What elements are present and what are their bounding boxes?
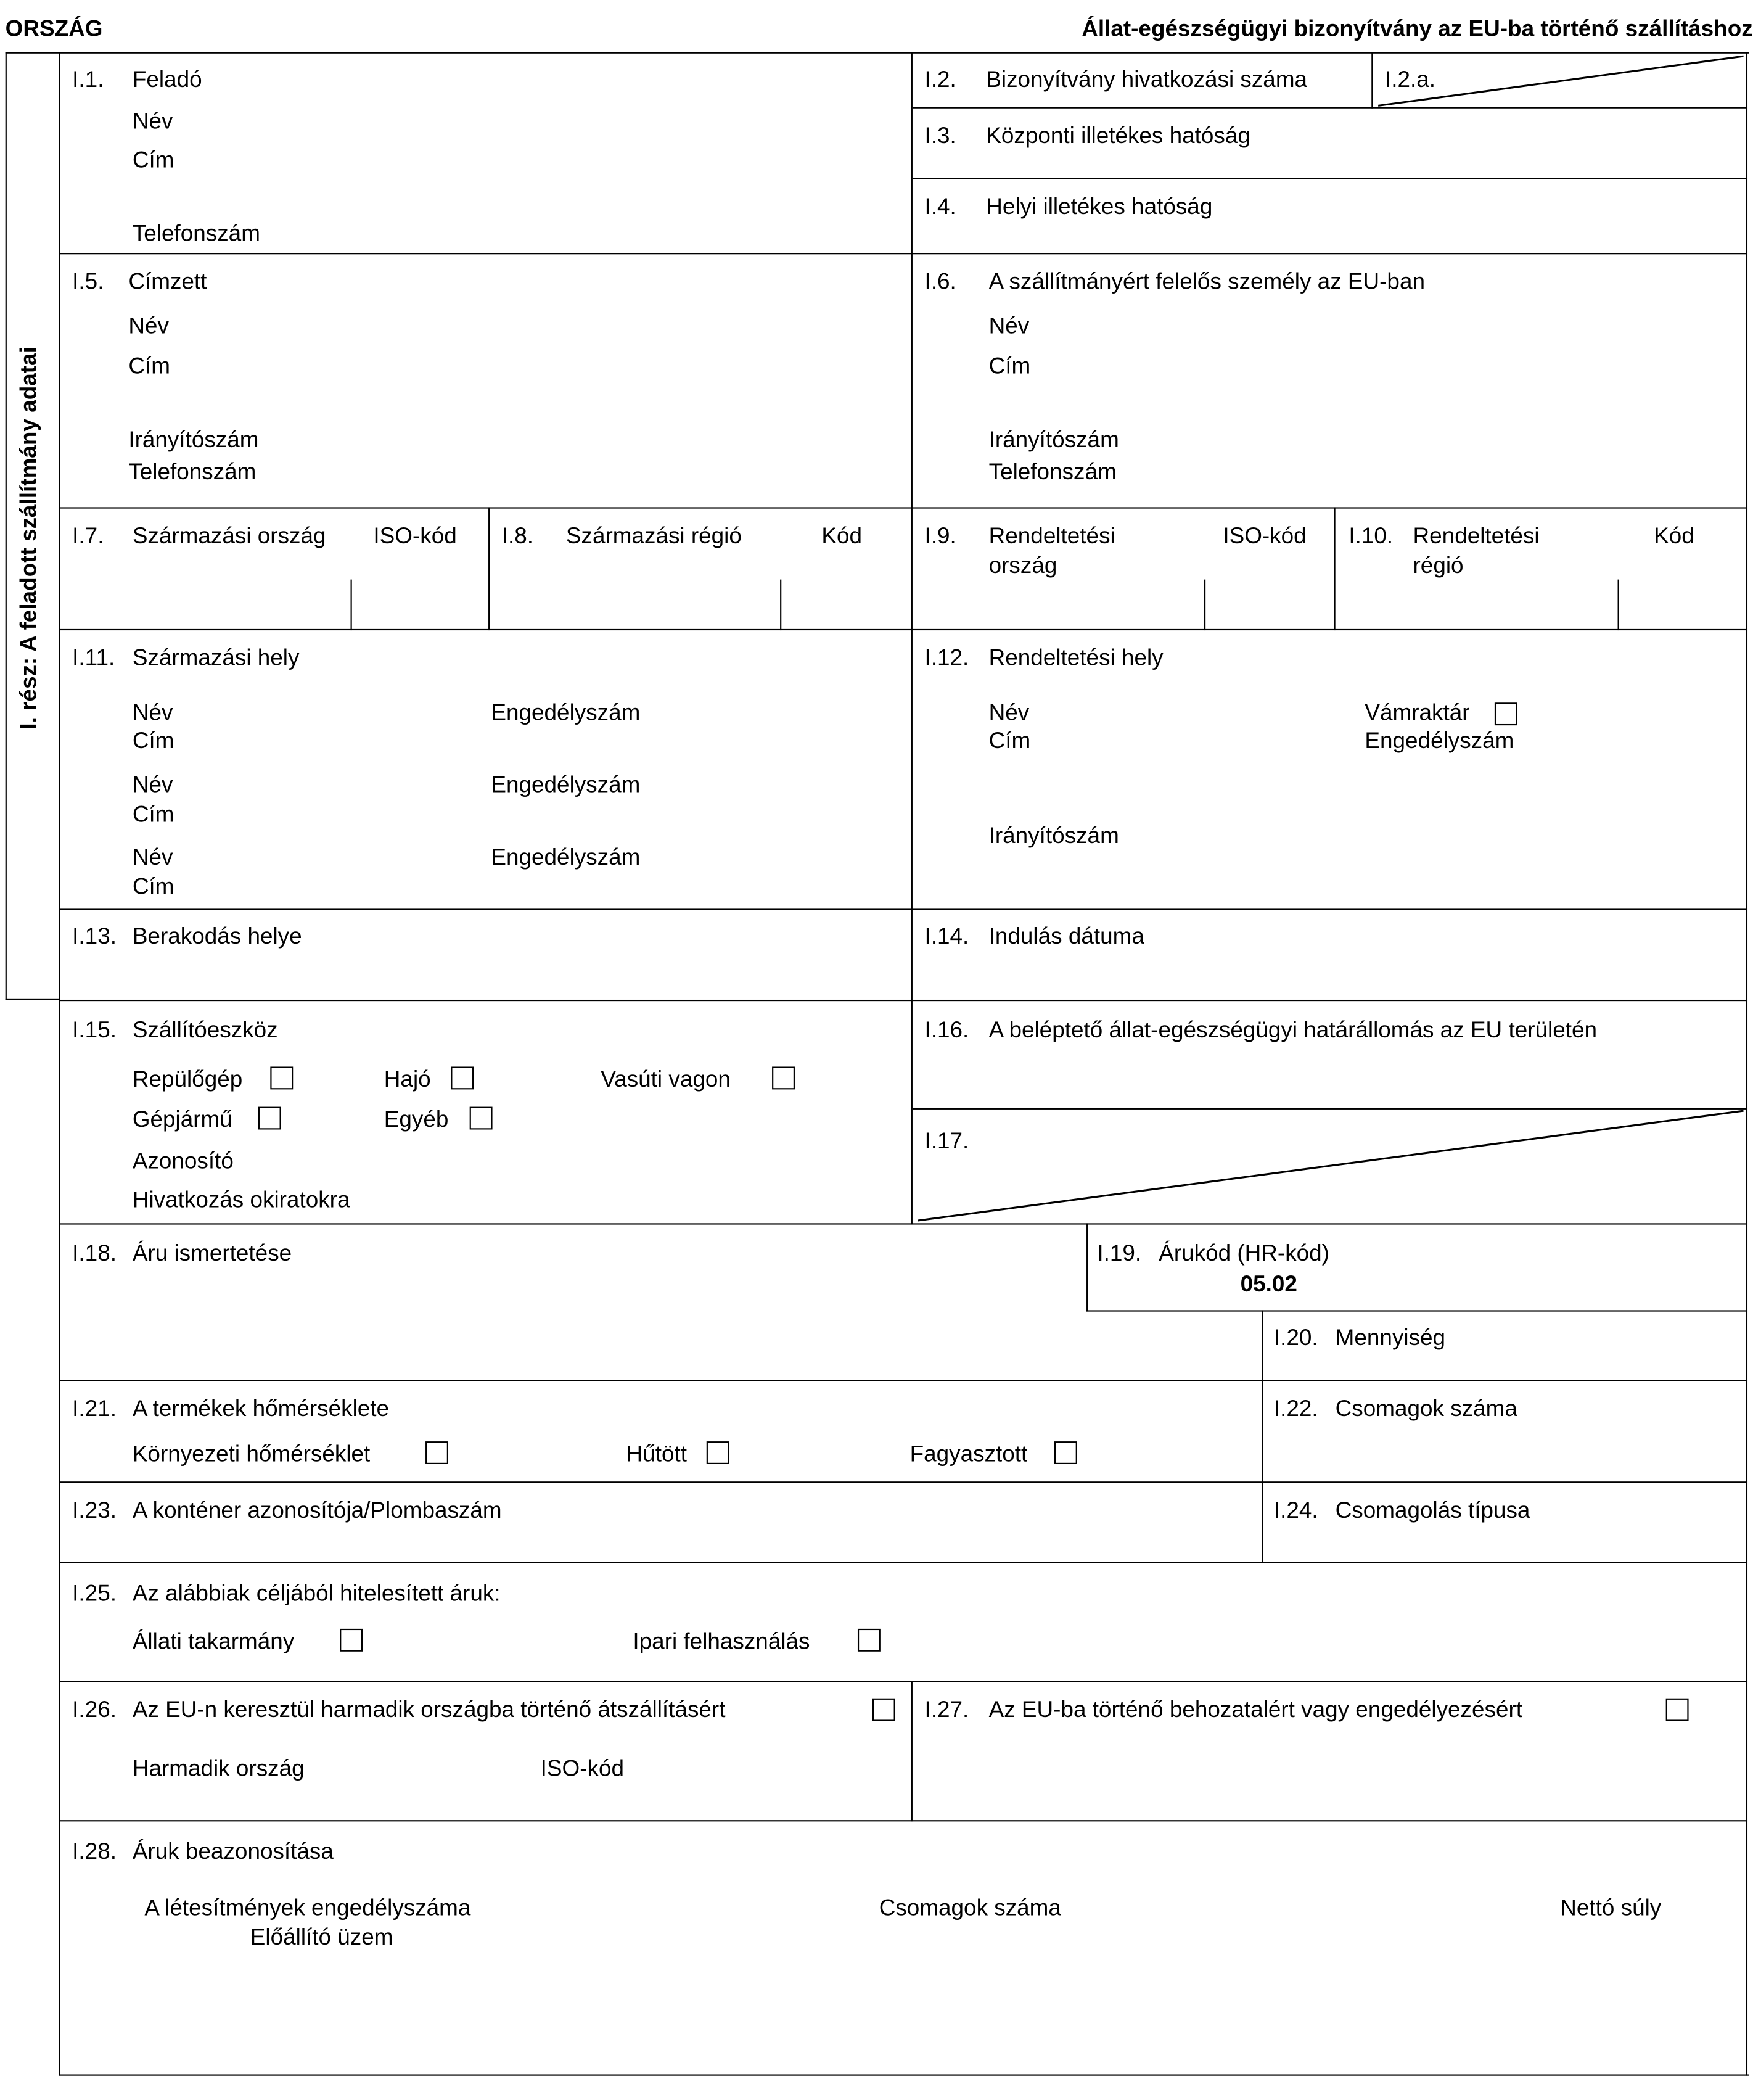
industrial-use-checkbox[interactable] [858, 1629, 881, 1652]
box-i12-number: I.12. [924, 644, 969, 671]
box-i28-label: Áruk beazonosítása [132, 1839, 334, 1864]
certificate-form: ORSZÁG Állat-egészségügyi bizonyítvány az EU-ba történő szállításhoz I. rész: A feladott szállítmány adatai I.1. Feladó Név Cím Telefonszám I.2. Bizonyítvány hivatkozási száma I.2.a. I.3. Központi illetékes hatóság I.4. Helyi illetékes hatóság I.5. Címzett Név Cím Irányítószám Telefonszám I.6. A szállítmányért felelős személy az EU-ban Név Cím Irányítószám Telefonszám I.7. Származási ország ISO-kód I.8. Származási régió Kód I.9. Rendeltetési ország ISO-kód I.10. Rendeltetési régió Kód I.11. Származási hely Név Engedélyszám Cím Név Engedélyszám Cím Név Engedélyszám Cím I.12. Rendeltetési hely Név Vámraktár Cím Engedélyszám Irányítószám I.13. Berakodás helye I.14. Indulás dátuma I.15. Szállítóeszköz Repülőgép Hajó Vasúti vagon Gépjármű Egyéb Azonosító Hivatkozás okiratokra I.16. A beléptető állat-egészségügyi határállomás az EU területén I.17. I.18. Áru ismertetése I.19. Árukód (HR-kód) 05.02 I.20. Mennyiség I.21. A termékek hőmérséklete Környezeti hőmérséklet Hűtött Fagyasztott I.22. Csomagok száma I.23. A konténer azonosítója/Plombaszám I.24. Csomagolás típusa I.25. Az alábbiak céljából hitelesített áruk: Állati takarmány Ipari felhasználás I.26. Az EU-n keresztül harmadik országba történő átszállításért Harmadik ország ISO-kód I.27. Az EU-ba történő behozatalért vagy engedélyezésért I.28. Áruk beazonosítása A létesítmények engedélyszáma Előállító üzem Csomagok száma Nettó súly [0, 0, 1753, 2097]
i10-code-label: Kód [1654, 523, 1694, 549]
box-i2a-number: I.2.a. [1384, 67, 1436, 93]
chilled-checkbox[interactable] [707, 1441, 729, 1464]
box-i24-number: I.24. [1273, 1497, 1318, 1523]
ship-checkbox[interactable] [451, 1066, 474, 1089]
country-heading: ORSZÁG [5, 16, 103, 42]
box-i10-number: I.10. [1349, 523, 1394, 549]
certificate-title: Állat-egészségügyi bizonyítvány az EU-ba történő szállításhoz [1082, 16, 1753, 42]
i11-approval-label-1: Engedélyszám [491, 699, 641, 726]
box-i8-label: Származási régió [565, 523, 742, 549]
i1-address-label: Cím [132, 147, 174, 173]
box-i5-label: Címzett [128, 269, 207, 295]
documentary-references-label: Hivatkozás okiratokra [132, 1187, 350, 1213]
box-i4-label: Helyi illetékes hatóság [986, 194, 1213, 220]
i11-address-label-1: Cím [132, 728, 174, 754]
other-transport-label: Egyéb [384, 1106, 449, 1132]
box-i25-number: I.25. [72, 1580, 117, 1606]
box-i3-label: Központi illetékes hatóság [986, 123, 1250, 149]
box-i22-number: I.22. [1273, 1396, 1318, 1422]
manufacturing-plant-column: Előállító üzem [250, 1924, 393, 1950]
box-i18-number: I.18. [72, 1240, 117, 1266]
box-i9-number: I.9. [924, 523, 956, 549]
box-i20-number: I.20. [1273, 1325, 1318, 1351]
box-i21-label: A termékek hőmérséklete [132, 1396, 390, 1422]
box-i24-label: Csomagolás típusa [1335, 1497, 1530, 1523]
box-i15-label: Szállítóeszköz [132, 1017, 278, 1043]
identification-label: Azonosító [132, 1148, 234, 1174]
box-i19-number: I.19. [1097, 1240, 1142, 1266]
i11-name-label-2: Név [132, 772, 173, 798]
box-i14-label: Indulás dátuma [988, 923, 1144, 949]
box-i28-number: I.28. [72, 1839, 117, 1864]
box-i22-label: Csomagok száma [1335, 1396, 1517, 1422]
box-i2-number: I.2. [924, 67, 956, 93]
box-i16-number: I.16. [924, 1017, 969, 1043]
other-transport-checkbox[interactable] [470, 1107, 493, 1130]
box-i15-number: I.15. [72, 1017, 117, 1043]
i9-iso-code-label: ISO-kód [1223, 523, 1307, 549]
i12-name-label: Név [988, 699, 1030, 726]
i11-name-label-3: Név [132, 844, 173, 870]
airplane-checkbox[interactable] [270, 1066, 293, 1089]
i5-postcode-label: Irányítószám [128, 427, 259, 453]
import-checkbox[interactable] [1666, 1699, 1689, 1721]
box-i18-label: Áru ismertetése [132, 1240, 292, 1266]
package-count-column: Csomagok száma [879, 1895, 1061, 1921]
i5-name-label: Név [128, 313, 169, 339]
i6-name-label: Név [988, 313, 1030, 339]
i7-iso-code-label: ISO-kód [373, 523, 457, 549]
frozen-label: Fagyasztott [909, 1441, 1028, 1467]
i12-postcode-label: Irányítószám [988, 823, 1119, 849]
box-i7-number: I.7. [72, 523, 104, 549]
i11-name-label-1: Név [132, 699, 173, 726]
box-i26-label: Az EU-n keresztül harmadik országba történő átszállításért [132, 1697, 726, 1723]
box-i4-number: I.4. [924, 194, 956, 220]
box-i14-number: I.14. [924, 923, 969, 949]
industrial-use-label: Ipari felhasználás [633, 1628, 810, 1655]
box-i12-label: Rendeltetési hely [988, 644, 1164, 671]
ambient-temperature-checkbox[interactable] [425, 1441, 448, 1464]
i1-name-label: Név [132, 108, 173, 134]
i11-address-label-2: Cím [132, 801, 174, 828]
box-i10-label-line1: Rendeltetési [1413, 523, 1540, 549]
transit-checkbox[interactable] [872, 1699, 895, 1721]
railway-wagon-label: Vasúti vagon [601, 1066, 731, 1092]
box-i11-number: I.11. [72, 644, 115, 671]
box-i7-label: Származási ország [132, 523, 326, 549]
box-i23-number: I.23. [72, 1497, 117, 1523]
i12-customs-warehouse-label: Vámraktár [1365, 699, 1470, 726]
box-i16-label: A beléptető állat-egészségügyi határállomás az EU területén [988, 1017, 1598, 1043]
box-i20-label: Mennyiség [1335, 1325, 1446, 1351]
road-vehicle-checkbox[interactable] [258, 1107, 281, 1130]
box-i9-label-line1: Rendeltetési [988, 523, 1115, 549]
net-weight-column: Nettó súly [1560, 1895, 1662, 1921]
airplane-label: Repülőgép [132, 1066, 243, 1092]
box-i25-label: Az alábbiak céljából hitelesített áruk: [132, 1580, 501, 1606]
commodity-code-value: 05.02 [1240, 1271, 1297, 1297]
box-i21-number: I.21. [72, 1396, 117, 1422]
animal-feed-label: Állati takarmány [132, 1628, 295, 1655]
i6-phone-label: Telefonszám [988, 459, 1117, 485]
frozen-checkbox[interactable] [1054, 1441, 1077, 1464]
box-i6-number: I.6. [924, 269, 956, 295]
box-i2-label: Bizonyítvány hivatkozási száma [986, 67, 1308, 93]
railway-wagon-checkbox[interactable] [772, 1066, 795, 1089]
box-i9-label-line2: ország [988, 553, 1057, 579]
establishment-approval-column: A létesítmények engedélyszáma [144, 1895, 471, 1921]
box-i1-label: Feladó [132, 67, 202, 93]
customs-warehouse-checkbox[interactable] [1495, 702, 1517, 725]
i5-address-label: Cím [128, 353, 170, 379]
box-i6-label: A szállítmányért felelős személy az EU-ban [988, 269, 1425, 295]
i1-phone-label: Telefonszám [132, 221, 260, 247]
chilled-label: Hűtött [626, 1441, 687, 1467]
box-i1-number: I.1. [72, 67, 104, 93]
box-i23-label: A konténer azonosítója/Plombaszám [132, 1497, 502, 1523]
ship-label: Hajó [384, 1066, 431, 1092]
box-i13-number: I.13. [72, 923, 117, 949]
box-i19-label: Árukód (HR-kód) [1159, 1240, 1329, 1266]
i5-phone-label: Telefonszám [128, 459, 257, 485]
box-i27-label: Az EU-ba történő behozatalért vagy engedélyezésért [988, 1697, 1523, 1723]
i11-address-label-3: Cím [132, 874, 174, 900]
animal-feed-checkbox[interactable] [340, 1629, 363, 1652]
road-vehicle-label: Gépjármű [132, 1106, 232, 1132]
box-i13-label: Berakodás helye [132, 923, 302, 949]
i11-approval-label-3: Engedélyszám [491, 844, 641, 870]
box-i27-number: I.27. [924, 1697, 969, 1723]
i11-approval-label-2: Engedélyszám [491, 772, 641, 798]
third-country-label: Harmadik ország [132, 1756, 305, 1782]
box-i10-label-line2: régió [1413, 553, 1464, 579]
i12-approval-label: Engedélyszám [1365, 728, 1514, 754]
i12-address-label: Cím [988, 728, 1031, 754]
i6-postcode-label: Irányítószám [988, 427, 1119, 453]
box-i17-number: I.17. [924, 1128, 969, 1154]
i8-code-label: Kód [821, 523, 863, 549]
box-i5-number: I.5. [72, 269, 104, 295]
box-i26-number: I.26. [72, 1697, 117, 1723]
i26-iso-code-label: ISO-kód [540, 1756, 624, 1782]
box-i8-number: I.8. [501, 523, 534, 549]
i6-address-label: Cím [988, 353, 1031, 379]
ambient-temperature-label: Környezeti hőmérséklet [132, 1441, 371, 1467]
box-i3-number: I.3. [924, 123, 956, 149]
box-i11-label: Származási hely [132, 644, 300, 671]
